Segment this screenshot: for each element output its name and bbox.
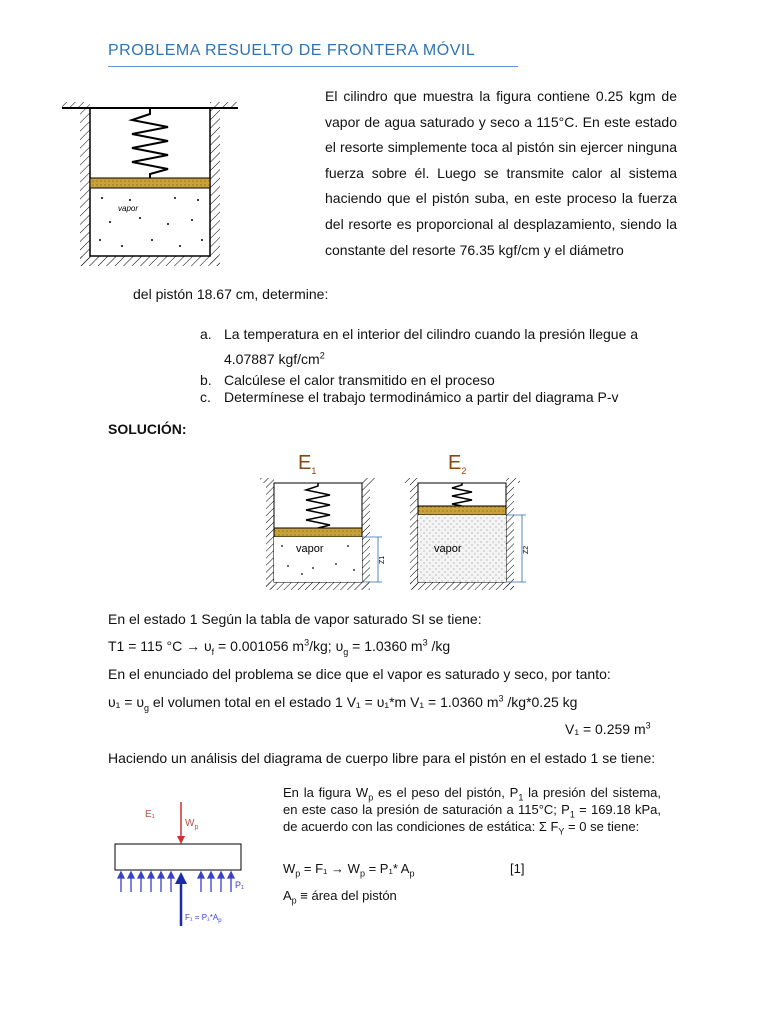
v1-result: V₁ = 0.259 $m^3$	[565, 720, 651, 737]
question-list	[200, 322, 678, 406]
vapor-label: vapor	[118, 204, 139, 213]
state1-volume-eq: $\upsilon_1 = \upsilon_g$ el volumen total en el estado 1 V₁ = υ₁*m V₁ = 1.0360 $m^3$ /kg*0.25 kg	[108, 693, 578, 713]
state-2-cylinder	[404, 478, 526, 590]
fbd-explanation: En la figura $W_p$ es el peso del pistón, $P_1$ la presión del sistema, en este caso la presión de saturación a 115°C; $P_1 = 169.18$ kPa, de acuerdo con las condiciones de estática: Σ $F_Y = 0$ se tiene:	[283, 785, 661, 837]
analysis-text: Haciendo un análisis del diagrama de cuerpo libre para el pistón en el estado 1 se tiene:	[108, 750, 656, 766]
state1-enunciado: En el enunciado del problema se dice que el vapor es saturado y seco, por tanto:	[108, 666, 611, 682]
state-1-vapor-label: vapor	[296, 543, 324, 555]
state-2-vapor-label: vapor	[434, 543, 462, 555]
state1-intro: En el estado 1 Según la tabla de vapor saturado SI se tiene:	[108, 611, 482, 627]
state-2-label: $E_2$	[448, 452, 467, 476]
fbd-wp-label: $W_p$	[185, 818, 199, 831]
states-figure	[258, 474, 548, 594]
question-c: c. Determínese el trabajo termodinámico a partir del diagrama P-v	[200, 389, 619, 405]
solution-heading: SOLUCIÓN:	[108, 421, 187, 437]
question-a: a. La temperatura en el interior del cilindro cuando la presión llegue a 4.07887 kgf/$cm^2$	[200, 326, 639, 367]
problem-statement-end: del pistón 18.67 cm, determine:	[133, 286, 329, 302]
cylinder-spring-figure	[60, 100, 300, 270]
state-1-cylinder	[260, 478, 382, 590]
fbd-f1-label: $F_1 = P_1*A_p$	[185, 913, 222, 924]
fbd-p1-label: P₁	[235, 880, 245, 890]
z2-label: Z2	[523, 545, 530, 554]
fbd-e1-label: E₁	[145, 809, 156, 820]
piston-area-definition: $A_p$ ≡ área del pistón	[283, 888, 397, 906]
free-body-diagram	[105, 796, 275, 926]
equation-1-number: [1]	[510, 861, 525, 876]
question-b: b. Calcúlese el calor transmitido en el proceso	[200, 372, 495, 388]
problem-statement: El cilindro que muestra la figura contiene 0.25 kgm de vapor de agua saturado y seco a 115°C. En este estado el resorte simplemente toca al pistón sin ejercer ninguna fuerza sobre él. Luego se transmite calor al sistema haciendo que el pistón suba, en este proceso la fuerza del resorte es proporcional al desplazamiento, siendo la constante del resorte 76.35 kgf/cm y el diámetro	[325, 88, 677, 258]
state-1-label: $E_1$	[298, 452, 317, 476]
z1-label: Z1	[379, 555, 386, 564]
equation-1: $W_p = F_1 \to W_p = P_1*$ $A_p$	[283, 861, 415, 879]
state1-properties: T1 = 115 $^\circ C \to \upsilon_f = 0.001056$ $m^3/kg$; $\upsilon_g = 1.0360$ $m^3$ /kg	[108, 637, 451, 657]
title-underline	[108, 66, 518, 67]
document-title: PROBLEMA RESUELTO DE FRONTERA MÓVIL	[108, 42, 476, 59]
